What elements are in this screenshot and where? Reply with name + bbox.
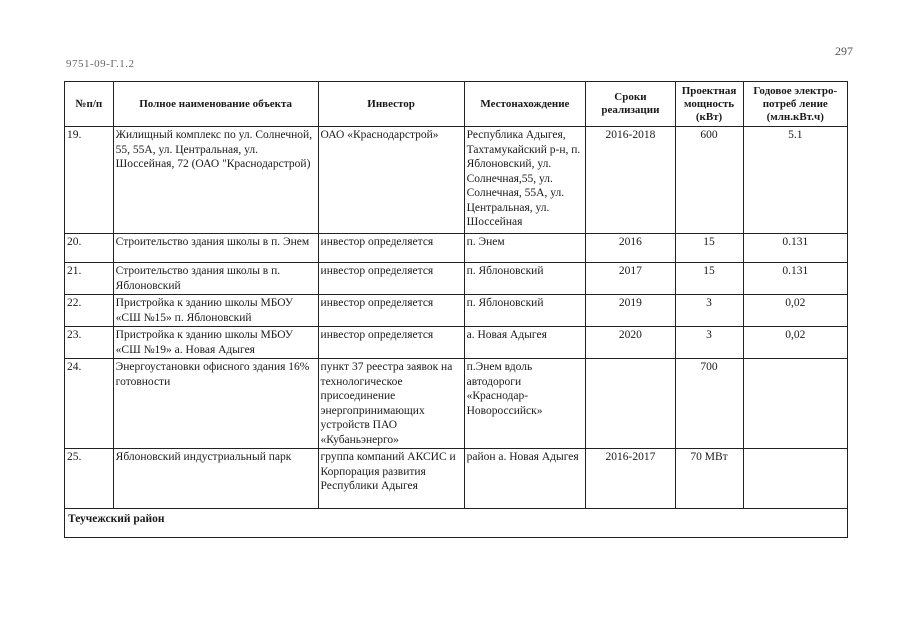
cell-power: 70 МВт bbox=[675, 449, 743, 509]
header-investor: Инвестор bbox=[318, 82, 464, 127]
cell-name: Энергоустановки офисного здания 16% готовности bbox=[113, 359, 318, 449]
cell-investor: пункт 37 реестра заявок на технологическое присоединение энергопринимающих устройств ПАО «Кубаньэнерго» bbox=[318, 359, 464, 449]
cell-num: 22. bbox=[65, 295, 114, 327]
cell-name: Пристройка к зданию школы МБОУ «СШ №15» п. Яблоновский bbox=[113, 295, 318, 327]
cell-investor: инвестор определяется bbox=[318, 327, 464, 359]
objects-table bbox=[64, 81, 848, 538]
cell-investor: группа компаний АКСИС и Корпорация развития Республики Адыгея bbox=[318, 449, 464, 509]
cell-name: Пристройка к зданию школы МБОУ «СШ №19» а. Новая Адыгея bbox=[113, 327, 318, 359]
cell-consumption bbox=[743, 449, 848, 509]
cell-consumption: 0,02 bbox=[743, 295, 848, 327]
table-header-row bbox=[65, 82, 848, 127]
cell-terms: 2016-2018 bbox=[586, 127, 675, 234]
table-row bbox=[65, 449, 848, 509]
cell-terms: 2016-2017 bbox=[586, 449, 675, 509]
cell-power: 15 bbox=[675, 263, 743, 295]
table-row bbox=[65, 295, 848, 327]
cell-num: 24. bbox=[65, 359, 114, 449]
cell-consumption: 0.131 bbox=[743, 263, 848, 295]
cell-power: 3 bbox=[675, 327, 743, 359]
cell-consumption bbox=[743, 359, 848, 449]
header-num: №п/п bbox=[65, 82, 114, 127]
cell-power: 700 bbox=[675, 359, 743, 449]
cell-power: 15 bbox=[675, 234, 743, 263]
header-consumption: Годовое электро-потреб ление (млн.кВт.ч) bbox=[743, 82, 848, 127]
cell-consumption: 0.131 bbox=[743, 234, 848, 263]
cell-power: 3 bbox=[675, 295, 743, 327]
cell-num: 21. bbox=[65, 263, 114, 295]
document-code: 9751-09-Г.1.2 bbox=[66, 58, 135, 70]
cell-name: Строительство здания школы в п. Яблоновский bbox=[113, 263, 318, 295]
cell-location: район а. Новая Адыгея bbox=[464, 449, 586, 509]
cell-name: Жилищный комплекс по ул. Солнечной, 55, 55А, ул. Центральная, ул. Шоссейная, 72 (ОАО "Краснодарстрой) bbox=[113, 127, 318, 234]
cell-location: п. Энем bbox=[464, 234, 586, 263]
cell-terms: 2019 bbox=[586, 295, 675, 327]
cell-num: 25. bbox=[65, 449, 114, 509]
cell-location: п. Яблоновский bbox=[464, 295, 586, 327]
cell-consumption: 0,02 bbox=[743, 327, 848, 359]
cell-location: п.Энем вдоль автодороги «Краснодар-Новороссийск» bbox=[464, 359, 586, 449]
cell-terms bbox=[586, 359, 675, 449]
table-row bbox=[65, 263, 848, 295]
cell-investor: инвестор определяется bbox=[318, 295, 464, 327]
cell-terms: 2020 bbox=[586, 327, 675, 359]
cell-terms: 2016 bbox=[586, 234, 675, 263]
table-row bbox=[65, 359, 848, 449]
cell-power: 600 bbox=[675, 127, 743, 234]
section-row bbox=[65, 509, 848, 538]
cell-location: а. Новая Адыгея bbox=[464, 327, 586, 359]
cell-name: Строительство здания школы в п. Энем bbox=[113, 234, 318, 263]
cell-num: 23. bbox=[65, 327, 114, 359]
cell-name: Яблоновский индустриальный парк bbox=[113, 449, 318, 509]
cell-investor: инвестор определяется bbox=[318, 263, 464, 295]
cell-terms: 2017 bbox=[586, 263, 675, 295]
table-row bbox=[65, 234, 848, 263]
cell-location: п. Яблоновский bbox=[464, 263, 586, 295]
cell-num: 19. bbox=[65, 127, 114, 234]
cell-location: Республика Адыгея, Тахтамукайский р-н, п. Яблоновский, ул. Солнечная,55, ул. Солнечная, 55А, ул. Центральная, ул. Шоссейная bbox=[464, 127, 586, 234]
table-row bbox=[65, 327, 848, 359]
cell-consumption: 5.1 bbox=[743, 127, 848, 234]
header-terms: Сроки реализации bbox=[586, 82, 675, 127]
header-power: Проектная мощность (кВт) bbox=[675, 82, 743, 127]
section-title: Теучежский район bbox=[65, 509, 848, 538]
cell-investor: ОАО «Краснодарстрой» bbox=[318, 127, 464, 234]
cell-num: 20. bbox=[65, 234, 114, 263]
cell-investor: инвестор определяется bbox=[318, 234, 464, 263]
page-number: 297 bbox=[835, 44, 853, 58]
table-row bbox=[65, 127, 848, 234]
header-name: Полное наименование объекта bbox=[113, 82, 318, 127]
header-location: Местонахождение bbox=[464, 82, 586, 127]
